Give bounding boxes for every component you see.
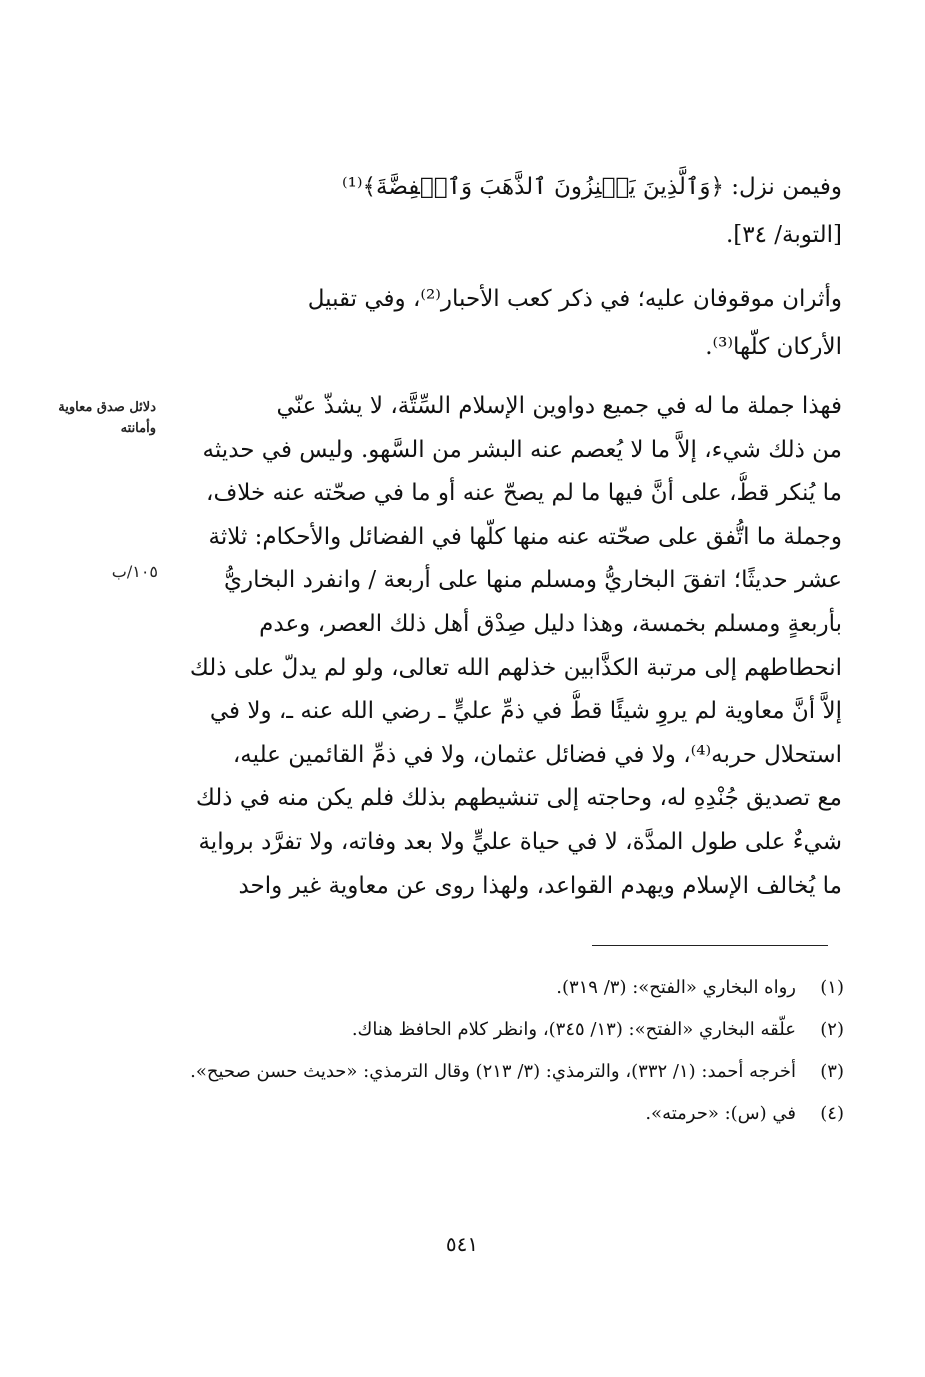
- main-line-2: من ذلك شيء، إلاَّ ما لا يُعصم عنه البشر من السَّهو. وليس في حديثه: [202, 436, 842, 463]
- footnote-1: [180, 970, 844, 1006]
- footnote-number: (٤): [820, 1103, 844, 1124]
- main-line-3: ما يُنكر قطُّ، على أنَّ فيها ما لم يصحّ عنه أو ما في صحّته عنه خلاف،: [206, 480, 842, 507]
- main-line-12: ما يُخالف الإسلام ويهدم القواعد، ولهذا روى عن معاوية غير واحد: [238, 872, 842, 899]
- main-paragraph: [178, 385, 842, 908]
- main-line-11: شيءٌ على طول المدَّة، لا في حياة عليٍّ ولا بعد وفاته، ولا تفرَّد برواية: [198, 828, 842, 855]
- quote-line-2: [التوبة/ ٣٤].: [725, 222, 842, 248]
- footnote-number: (٢): [820, 1019, 844, 1040]
- main-line-10: مع تصديق جُنْدِهِ له، وحاجته إلى تنشيطهم بذلك فلم يكن منه في ذلك: [195, 785, 842, 812]
- footnote-2: [180, 1012, 844, 1048]
- main-line-4: وجملة ما اتُّفق على صحّته عنه منها كلّها في الفضائل والأحكام: ثلاثة: [208, 523, 842, 550]
- athar-line-1: وأثران موقوفان عليه؛ في ذكر كعب الأحبار⁽²⁾، وفي تقبيل: [307, 286, 842, 312]
- main-line-9: استحلال حربه⁽⁴⁾، ولا في فضائل عثمان، ولا في ذمِّ القائمين عليه،: [232, 741, 842, 768]
- athar-line-2: الأركان كلّها⁽³⁾.: [705, 334, 842, 360]
- quote-line-1: وفيمن نزل: ﴿وَٱلَّذِينَ يَكۡنِزُونَ ٱلذَّهَبَ وَٱلۡفِضَّةَ﴾⁽¹⁾: [341, 174, 842, 200]
- footnotes: [180, 970, 844, 1138]
- main-line-7: انحطاطهم إلى مرتبة الكذَّابين خذلهم الله تعالى، ولو لم يدلّ على ذلك: [189, 654, 842, 681]
- page-number: ٥٤١: [445, 1232, 479, 1256]
- footnote-4: [180, 1096, 844, 1132]
- main-line-1: فهذا جملة ما له في جميع دواوين الإسلام السِّتَّة، لا يشذّ عنّي: [276, 393, 842, 419]
- quran-quote-paragraph: [178, 163, 842, 259]
- footnote-number: (١): [820, 977, 844, 998]
- margin-topic-note: دلائل صدق معاوية وأمانته: [58, 400, 156, 436]
- main-line-8: إلاَّ أنَّ معاوية لم يروِ شيئًا قطُّ في ذمِّ عليٍّ ـ رضي الله عنه ـ، ولا في: [209, 698, 842, 725]
- footnote-text: رواه البخاري «الفتح»: (٣/ ٣١٩).: [556, 977, 796, 998]
- main-line-6: بأربعةٍ ومسلم بخمسة، وهذا دليل صِدْق أهل ذلك العصر، وعدم: [259, 610, 842, 637]
- footnote-number: (٣): [820, 1061, 844, 1082]
- footnote-text: علّقه البخاري «الفتح»: (١٣/ ٣٤٥)، وانظر كلام الحافظ هناك.: [351, 1019, 796, 1040]
- athar-paragraph: [178, 275, 842, 371]
- footnote-text: في (س): «حرمته».: [645, 1103, 796, 1124]
- footnote-separator: [592, 945, 828, 946]
- footnote-3: [180, 1054, 844, 1090]
- footnote-text: أخرجه أحمد: (١/ ٣٣٢)، والترمذي: (٣/ ٢١٣) وقال الترمذي: «حديث حسن صحيح».: [190, 1061, 796, 1082]
- margin-folio-mark: ١٠٥/ب: [111, 562, 158, 581]
- main-line-5: عشر حديثًا؛ اتفقَ البخاريُّ ومسلم منها على أربعة / وانفرد البخاريُّ: [224, 567, 842, 594]
